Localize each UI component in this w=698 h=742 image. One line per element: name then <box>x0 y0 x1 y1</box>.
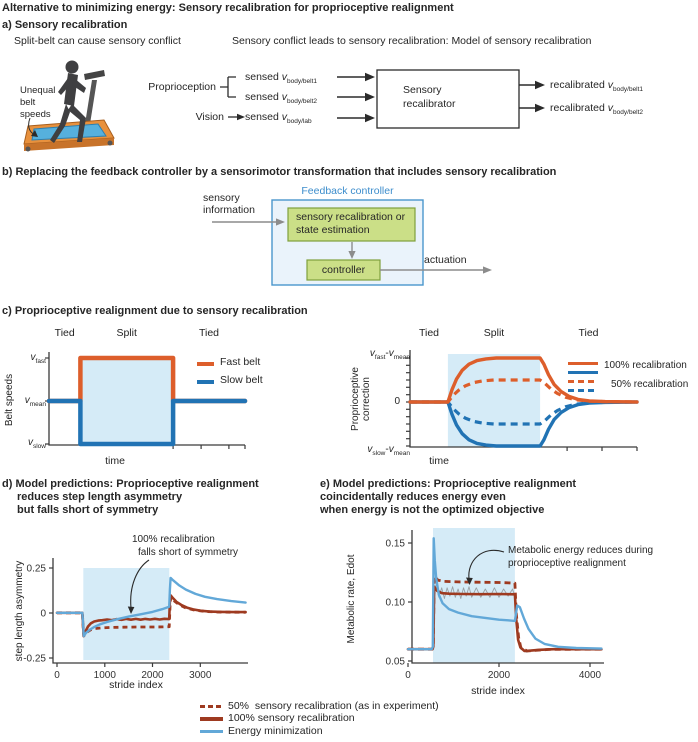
controller-label: controller <box>321 264 366 276</box>
x-tick-label: 2000 <box>141 670 164 681</box>
vmean-tick-label: $v_{mean}$ <box>24 395 46 408</box>
actuation-label: actuation <box>424 254 467 266</box>
x-tick-label: 0 <box>405 670 411 681</box>
panel-a-caption-left: Split-belt can cause sensory conflict <box>14 35 181 47</box>
recalibrator-output-arrows <box>519 85 536 108</box>
vslow-minus-vmean-label: $v_{slow}-v_{mean}$ <box>367 444 410 457</box>
treadmill-illustration <box>24 61 114 152</box>
panel-d-heading-line3: but falls short of symmetry <box>17 504 159 516</box>
proprioceptive-correction-axis-label: Proprioceptive correction <box>350 367 372 431</box>
y-tick-label: 0.25 <box>26 563 46 575</box>
legend-row-50pct: 50% sensory recalibration (as in experiment) <box>228 700 439 712</box>
recalibrator-input-arrowheads <box>365 73 375 122</box>
legend-dashed-swatch <box>200 705 223 708</box>
sensory-information-line2: information <box>203 204 255 216</box>
recalibrated-vbelt2-label: recalibrated $v_{body/belt2}$ <box>550 102 644 117</box>
recal100-orange-swatch <box>568 362 598 365</box>
sensory-information-line1: sensory <box>203 192 240 204</box>
metabolic-rate-axis-label: Metabolic rate, Edot <box>346 554 357 644</box>
panel-d-heading-line1: d) Model predictions: Proprioceptive realignment <box>2 478 259 490</box>
legend-row-100pct: 100% sensory recalibration <box>228 712 355 724</box>
panel-e-heading-line2: coincidentally reduces energy even <box>320 491 506 503</box>
legend-row-energy: Energy minimization <box>228 725 323 737</box>
slow-belt-swatch <box>197 380 214 384</box>
x-tick-label: 0 <box>54 670 60 681</box>
panel-a-caption-right: Sensory conflict leads to sensory recalibration: Model of sensory recalibration <box>232 35 592 47</box>
legend-blue-swatch <box>200 730 223 733</box>
y-tick-label: 0.15 <box>385 538 405 550</box>
recal50-legend-label: 50% recalibration <box>611 379 689 390</box>
recalibrated-vbelt1-label: recalibrated $v_{body/belt1}$ <box>550 79 644 94</box>
stride-index-label-e: stride index <box>471 685 525 697</box>
phase-label: Tied <box>198 327 220 339</box>
recal50-blue-swatch <box>568 389 598 392</box>
legend-solid-swatch <box>200 717 223 721</box>
panel-d-annotation-line1: 100% recalibration <box>132 534 215 545</box>
panel-e-annotation-line1: Metabolic energy reduces during <box>508 545 654 556</box>
vision-arrowhead <box>237 114 245 121</box>
split-period-shading <box>83 568 169 660</box>
vfast-tick-label: $v_{fast}$ <box>30 352 46 365</box>
sensed-vlab-label: sensed $v_{body/lab}$ <box>245 111 312 126</box>
phase-label: Tied <box>578 327 599 339</box>
vision-label: Vision <box>195 111 224 123</box>
recalibrator-box-label-line1: Sensory <box>403 84 442 96</box>
x-tick-label: 2000 <box>487 670 511 681</box>
panel-b-heading: b) Replacing the feedback controller by a sensorimotor transformation that includes sensory recalibration <box>2 166 557 178</box>
y-tick-label: 0 <box>40 608 46 620</box>
recal100-legend-label: 100% recalibration <box>604 360 687 371</box>
stride-index-label-d: stride index <box>109 679 163 691</box>
recalibrator-output-arrowheads <box>535 81 545 112</box>
chart-belt-speeds <box>0 322 330 472</box>
phase-label: Tied <box>418 327 440 339</box>
panel-e-heading-line1: e) Model predictions: Proprioceptive realignment <box>320 478 577 490</box>
figure-title: Alternative to minimizing energy: Sensory recalibration for proprioceptive realignment <box>2 2 454 14</box>
y-tick-label: 0.05 <box>385 656 405 668</box>
recalibration-box-line1: sensory recalibration or <box>296 211 406 223</box>
vslow-tick-label: $v_{slow}$ <box>27 437 46 450</box>
belt-speeds-axis-label: Belt speeds <box>4 373 15 427</box>
sensed-vbelt1-label: sensed $v_{body/belt1}$ <box>245 71 318 86</box>
y-tick-label: 0.10 <box>385 597 405 609</box>
y-tick-label: -0.25 <box>23 653 46 665</box>
recal50-orange-swatch <box>568 380 598 383</box>
panel-e-heading-line3: when energy is not the optimized objective <box>320 504 545 516</box>
fast-belt-swatch <box>197 362 214 366</box>
x-tick-label: 1000 <box>93 670 116 681</box>
panel-a-heading: a) Sensory recalibration <box>2 19 128 31</box>
panel-e-annotation-line2: proprioceptive realignment <box>508 558 626 569</box>
feedback-controller-label: Feedback controller <box>301 185 394 197</box>
panel-d-heading-line2: reduces step length asymmetry <box>17 491 183 503</box>
sensed-vbelt2-label: sensed $v_{body/belt2}$ <box>245 91 318 106</box>
vfast-minus-vmean-label: $v_{fast}-v_{mean}$ <box>369 348 410 361</box>
treadmill-label-line1: Unequal <box>20 85 56 96</box>
split-period-shading <box>80 358 173 445</box>
x-tick-label: 4000 <box>578 670 602 681</box>
zero-tick-label: 0 <box>394 396 400 407</box>
recalibration-box-line2: state estimation <box>296 224 370 236</box>
phase-label: Split <box>116 327 137 339</box>
time-axis-label-left: time <box>105 455 125 467</box>
treadmill-label-line2: belt <box>20 97 36 108</box>
fast-belt-legend-label: Fast belt <box>220 356 261 368</box>
x-tick-label: 3000 <box>189 670 212 681</box>
recal100-blue-swatch <box>568 371 598 374</box>
time-axis-label-right: time <box>429 455 449 467</box>
treadmill-label-line3: speeds <box>20 109 51 120</box>
phase-label: Split <box>483 327 505 339</box>
panel-c-heading: c) Proprioceptive realignment due to sensory recalibration <box>2 305 308 317</box>
panel-d-annotation-line2: falls short of symmetry <box>138 547 239 558</box>
recalibrator-box-label-line2: recalibrator <box>403 98 456 110</box>
slow-belt-legend-label: Slow belt <box>220 374 263 386</box>
proprioception-label: Proprioception <box>148 81 216 93</box>
phase-label: Tied <box>54 327 75 339</box>
recalibrator-input-arrows <box>337 77 366 118</box>
step-length-asymmetry-axis-label: step length asymmetry <box>14 560 25 662</box>
